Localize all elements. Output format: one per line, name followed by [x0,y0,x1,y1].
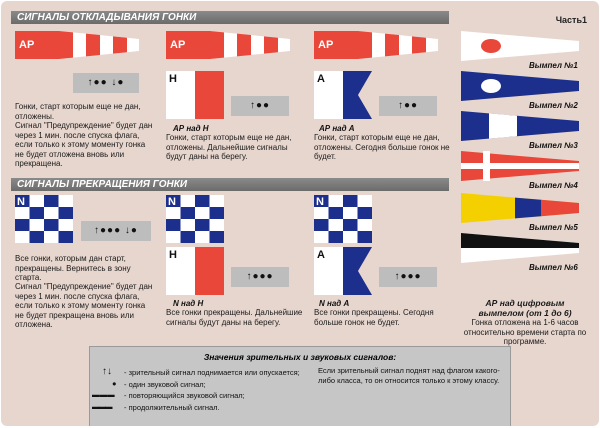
legend-sym-2: ● [112,379,117,388]
ap-a-title: АР над А [319,124,355,133]
n-letter: N [17,196,25,208]
pennant-4 [461,151,579,181]
a-letter-2: A [317,249,325,261]
legend-title: Значения зрительных и звуковых сигналов: [203,352,397,362]
legend-text-2: - один звуковой сигнал; [124,380,206,389]
n-h-text: Все гонки прекращены. Дальнейшие сигналы будут даны на берегу. [166,308,303,327]
n-h-title: N над Н [173,299,204,308]
pennant-label-6: Вымпел №6 [529,263,578,272]
signals-sheet [1,1,599,426]
ap-flag-code-3: AP [314,31,358,59]
pennant-5 [461,193,579,223]
signal-ap-h: ↑●● [231,96,289,116]
ap-a-text: Гонки, старт которым еще не дан, отложены. Сегодня больше гонок не будет. [314,133,450,161]
signal-ap-a: ↑●● [379,96,437,116]
n-warning-text: Сигнал "Предупреждение" будет дан через 1 мин. после спуска флага, если только к этому моменту гонка не будет прекращена вновь или отложена. [15,282,153,329]
legend-sym-4: ▬▬▬ [92,402,112,411]
section-header-postponement: СИГНАЛЫ ОТКЛАДЫВАНИЯ ГОНКИ [11,11,449,24]
legend-note: Если зрительный сигнал поднят над флагом какого-либо класса, то он относится только к этому классу. [318,366,500,385]
ap-warning-text: Сигнал "Предупреждение" будет дан через 1 мин. после спуска флага, если только к этому моменту гонка не будет отложена вновь или прекращена. [15,121,153,168]
signal-n-h: ↑●●● [231,267,289,287]
legend-text-4: - продолжительный сигнал. [124,403,220,412]
ap-flag-code-2: AP [166,31,210,59]
pennant-label-1: Вымпел №1 [529,61,578,70]
legend-text-3: - повторяющийся звуковой сигнал; [124,391,245,400]
pennant-text: Гонка отложена на 1-6 часов относительно времени старта по программе. [463,318,587,346]
h-letter-2: H [169,249,177,261]
legend-sym-3: ▬ ▬ ▬ [92,390,114,399]
signal-three-sounds: ↑●●● ↓● [81,221,151,241]
pennant-6 [461,233,579,263]
h-letter: H [169,73,177,85]
ap-flag-2 [210,31,290,59]
n-a-title: N над А [319,299,350,308]
ap-flag-code: AP [15,31,59,59]
legend-text-1: - зрительный сигнал поднимается или опускается; [124,368,300,377]
legend-sym-1: ↑↓ [102,366,112,377]
pennant-3 [461,111,579,141]
n-a-text: Все гонки прекращены. Сегодня больше гонок не будет. [314,308,434,327]
ap-h-title: АР над Н [173,124,209,133]
signal-n-a: ↑●●● [379,267,437,287]
a-letter: A [317,73,325,85]
pennant-label-4: Вымпел №4 [529,181,578,190]
pennant-1 [461,31,579,61]
n-text: Все гонки, которым дан старт, прекращены. Вернитесь в зону старта. [15,254,131,282]
pennant-label-5: Вымпел №5 [529,223,578,232]
pennant-label-3: Вымпел №3 [529,141,578,150]
ap-flag [59,31,139,59]
pennant-2 [461,71,579,101]
ap-flag-3 [358,31,438,59]
pennant-title: АР над цифровым вымпелом (от 1 до 6) [478,298,572,318]
signal-two-sounds: ↑●● ↓● [73,73,139,93]
section-header-abandonment: СИГНАЛЫ ПРЕКРАЩЕНИЯ ГОНКИ [11,178,449,191]
part-label: Часть1 [555,15,587,25]
n-letter-3: N [316,196,324,208]
ap-h-text: Гонки, старт которым еще не дан, отложены. Дальнейшие сигналы будут даны на берегу. [166,133,292,161]
legend-panel [89,346,511,426]
pennant-label-2: Вымпел №2 [529,101,578,110]
n-letter-2: N [168,196,176,208]
ap-text: Гонки, старт которым еще не дан, отложены. [15,102,141,121]
